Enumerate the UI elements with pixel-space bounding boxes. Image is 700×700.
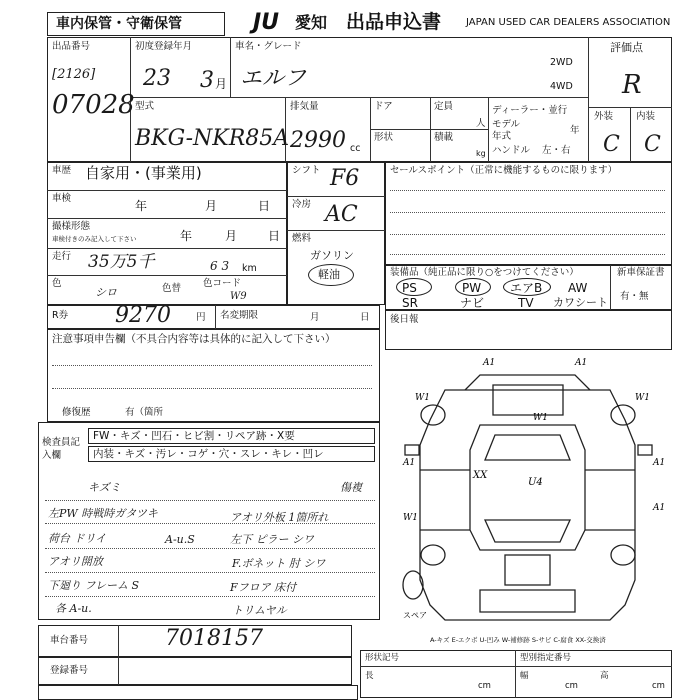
length-label: 長 xyxy=(365,671,374,681)
warranty-options: 有・無 xyxy=(620,291,649,302)
inspector-note: Fフロア 床付 xyxy=(230,581,297,594)
displacement-label: 排気量 xyxy=(290,101,319,112)
inspector-note: 下廻り フレーム S xyxy=(48,579,140,592)
handle-label: ハンドル xyxy=(492,145,531,156)
name-change-label: 名変期限 xyxy=(220,310,259,321)
airbag-circle xyxy=(503,278,551,296)
shift-value: F6 xyxy=(330,166,360,191)
registration-label: 初度登録年月 xyxy=(135,41,193,52)
color-swap-label: 色替 xyxy=(162,283,182,294)
ps-circle xyxy=(396,278,432,296)
inspector-line2: 内装・キズ・汚レ・コゲ・穴・スレ・キレ・凹レ xyxy=(93,448,324,460)
model-value: BKG-NKR85A xyxy=(135,126,290,151)
mileage-hundreds: 6 3 xyxy=(210,259,230,273)
diagram-label: W1 xyxy=(403,513,418,523)
recall-note: 車検付きのみ記入して下さい xyxy=(52,235,137,243)
recycle-label: R券 xyxy=(52,310,69,321)
width-unit: cm xyxy=(565,681,578,691)
equip-tv: TV xyxy=(518,296,534,310)
handle-options: 左・右 xyxy=(542,145,571,156)
equip-pw: PW xyxy=(462,281,482,295)
recall-month-unit: 月 xyxy=(225,229,238,243)
inspector-note: トリムヤル xyxy=(232,604,287,617)
inspection-year-unit: 年 xyxy=(135,199,148,213)
recall-label: 撮様形態 xyxy=(52,221,91,232)
exterior-label: 外装 xyxy=(594,111,614,122)
score-value: R xyxy=(622,70,642,100)
spare-label: スペア xyxy=(403,611,427,620)
recycle-value: 9270 xyxy=(115,303,171,328)
model-change-label: 年式 xyxy=(492,131,512,142)
fuel-gas: ガソリン xyxy=(310,249,354,262)
inspector-note: アオリ開放 xyxy=(48,555,103,568)
ac-value: AC xyxy=(325,202,358,227)
equip-airbag: エアB xyxy=(510,281,543,295)
recycle-block xyxy=(47,305,380,329)
diagram-label: W1 xyxy=(635,393,650,403)
diagram-label: XX xyxy=(473,470,488,481)
capacity-label: 定員 xyxy=(434,101,454,112)
mileage-value: 35万5千 xyxy=(88,252,155,272)
color-code-label: 色コード xyxy=(203,278,242,289)
diagram-label: A1 xyxy=(575,358,588,368)
mileage-label: 走行 xyxy=(52,251,72,262)
inspector-note: 傷複 xyxy=(340,481,362,494)
color-value: シロ xyxy=(95,286,117,299)
form-title: 出品申込書 xyxy=(346,11,442,33)
persons-unit: 人 xyxy=(476,118,486,129)
model-year-label: モデル xyxy=(492,119,521,130)
history-value: 自家用・(事業用) xyxy=(85,164,202,182)
displacement-value: 2990 xyxy=(290,128,346,153)
diagram-label: A1 xyxy=(653,458,666,468)
bottom-right-block xyxy=(360,650,672,698)
lot-label: 出品番号 xyxy=(52,41,91,52)
type-number-label: 型別指定番号 xyxy=(520,653,572,663)
length-unit: cm xyxy=(478,681,491,691)
ac-label: 冷房 xyxy=(292,199,312,210)
ju-logo: JU xyxy=(253,10,280,35)
color-code-value: W9 xyxy=(230,291,247,302)
diagram-label: A1 xyxy=(653,503,666,513)
registration-month-unit: 月 xyxy=(215,77,228,91)
equip-sr: SR xyxy=(402,296,418,310)
remarks-block xyxy=(385,310,672,350)
chassis-number: 7018157 xyxy=(165,626,263,651)
interior-score: C xyxy=(644,132,661,157)
repair-history-value: 有（箇所 xyxy=(125,407,164,418)
equipment-label: 装備品（純正品に限り○をつけてください） xyxy=(390,267,579,278)
height-unit: cm xyxy=(652,681,665,691)
load-label: 積載 xyxy=(434,132,454,143)
drive-4wd: 4WD xyxy=(550,81,573,92)
lot-sub-number: [2126] xyxy=(52,67,96,82)
sales-point-label: セールスポイント（正常に機能するものに限ります） xyxy=(390,165,618,176)
kg-unit: kg xyxy=(476,149,486,158)
equip-aw: AW xyxy=(568,281,588,295)
dealer-label: ディーラー・並行 xyxy=(492,105,568,116)
form-code-label: 形状記号 xyxy=(365,653,400,663)
recall-year-unit: 年 xyxy=(180,229,193,243)
year-unit: 年 xyxy=(570,125,580,136)
chassis-label: 車台番号 xyxy=(50,635,89,646)
inspector-note: A-u.S xyxy=(165,533,195,546)
drive-2wd: 2WD xyxy=(550,57,573,68)
inspector-note: キズミ xyxy=(88,481,121,494)
diagram-label: W1 xyxy=(533,413,548,423)
diagram-label: A1 xyxy=(403,458,416,468)
inspection-label: 車検 xyxy=(52,193,72,204)
inspector-note: 左下 ピラー シワ xyxy=(230,533,314,546)
width-label: 幅 xyxy=(520,671,529,681)
diagram-label: A1 xyxy=(483,358,496,368)
recall-day-unit: 日 xyxy=(268,229,281,243)
diagram-label: W1 xyxy=(415,393,430,403)
damage-legend: A-キズ E-エクボ U-凹み W-補修跡 S-サビ C-腐食 XX-交換済 xyxy=(430,636,606,644)
history-label: 車歴 xyxy=(52,165,72,176)
lot-number: 07028 xyxy=(52,90,135,120)
interior-label: 内装 xyxy=(636,111,656,122)
fuel-diesel: 軽油 xyxy=(318,268,340,281)
name-change-month-unit: 月 xyxy=(310,312,320,323)
inspector-note: 左PW 時戦時ガタツキ xyxy=(48,507,158,520)
displacement-unit: cc xyxy=(350,143,361,154)
warranty-label: 新車保証書 xyxy=(617,267,665,278)
inspector-line1: FW・キズ・凹石・ヒビ割・リペア跡・X要 xyxy=(93,430,295,442)
storage-note: 車内保管・守衛保管 xyxy=(56,16,182,32)
name-change-day-unit: 日 xyxy=(360,312,370,323)
score-label: 評価点 xyxy=(610,41,643,54)
storage-note-box xyxy=(47,12,225,36)
doors-label: ドア xyxy=(374,101,393,112)
notes-label: 注意事項申告欄（不具合内容等は具体的に記入して下さい） xyxy=(52,333,336,345)
inspection-month-unit: 月 xyxy=(205,199,218,213)
car-name: エルフ xyxy=(240,66,307,91)
recycle-unit: 円 xyxy=(196,312,206,323)
height-label: 高 xyxy=(600,671,609,681)
reg-number-label: 登録番号 xyxy=(50,665,89,676)
car-name-label: 車名・グレード xyxy=(235,41,302,52)
mileage-unit: km xyxy=(242,263,257,274)
fuel-label: 燃料 xyxy=(292,233,312,244)
inspector-note: F.ボネット 肘 シワ xyxy=(232,557,326,570)
inspector-note: アオリ外板 1箇所れ xyxy=(230,511,329,524)
inspector-note: 荷台 ドリイ xyxy=(48,532,107,545)
exterior-score: C xyxy=(603,132,620,157)
model-label: 型式 xyxy=(135,101,155,112)
sales-point-block xyxy=(385,162,672,265)
equip-navi: ナビ xyxy=(460,296,485,310)
pw-circle xyxy=(455,278,491,296)
inspector-label: 検査員記入欄 xyxy=(42,437,81,462)
inspection-day-unit: 日 xyxy=(258,199,271,213)
equip-ps: PS xyxy=(402,281,417,295)
diagram-label: U4 xyxy=(528,477,543,488)
shift-label: シフト xyxy=(292,165,321,176)
vehicle-diagram xyxy=(385,350,672,640)
association-name: 愛知 xyxy=(295,13,328,32)
bottom-strip xyxy=(38,685,358,700)
english-title: JAPAN USED CAR DEALERS ASSOCIATION xyxy=(466,17,671,28)
remarks-label: 後日報 xyxy=(390,314,419,325)
inspector-note: 各 A-u. xyxy=(55,602,92,615)
shape-label: 形状 xyxy=(374,132,394,143)
repair-history-label: 修復歴 xyxy=(62,407,91,418)
registration-month: 3 xyxy=(200,68,214,93)
registration-year: 23 xyxy=(143,66,171,91)
color-label: 色 xyxy=(52,278,62,289)
equip-leather-seat: カワシート xyxy=(553,296,608,309)
